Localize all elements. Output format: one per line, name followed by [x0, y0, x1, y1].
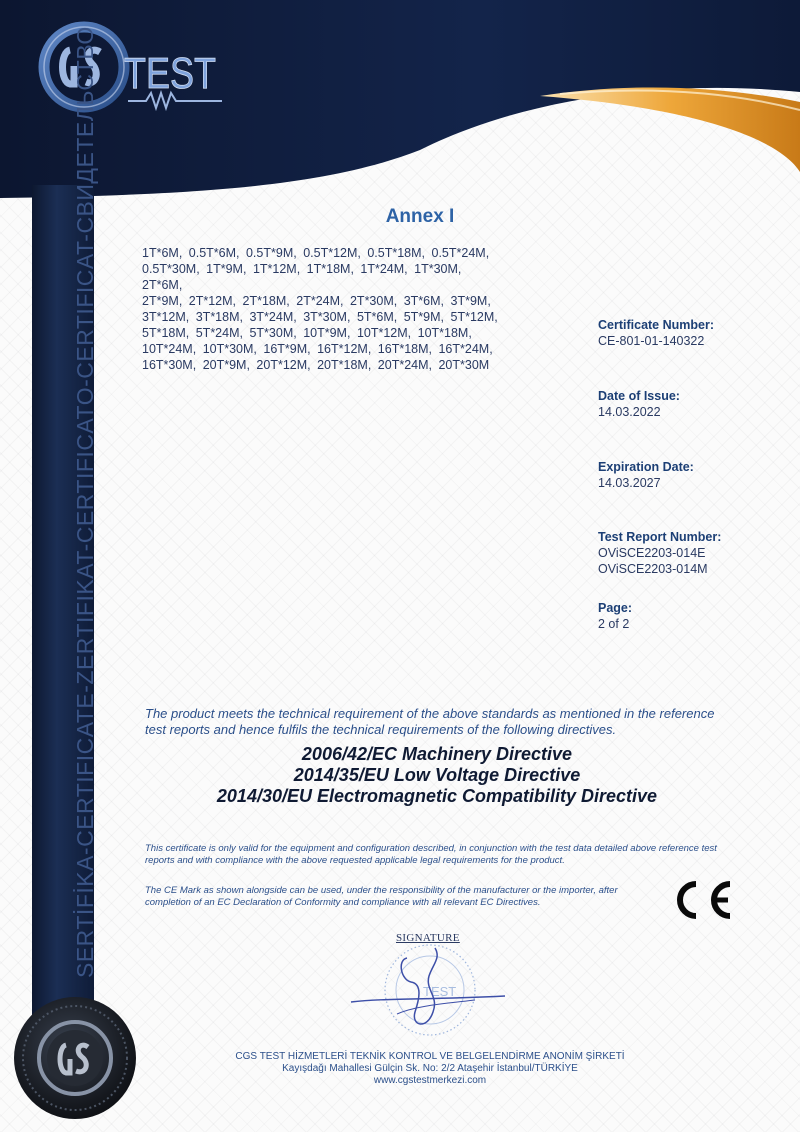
model-item: 3T*18M,	[195, 310, 243, 324]
directive-item: 2014/35/EU Low Voltage Directive	[293, 765, 581, 785]
model-item: 0.5T*18M,	[367, 246, 426, 260]
model-item: 5T*6M,	[356, 310, 398, 324]
model-item: 2T*18M,	[242, 294, 290, 308]
model-item: 10T*30M,	[202, 342, 257, 356]
model-item: 3T*12M,	[142, 310, 190, 324]
model-item: 3T*9M,	[450, 294, 491, 308]
expiration-date-block	[598, 459, 788, 491]
validity-note: This certificate is only valid for the equipment and configuration described, in conjunction with the test data detailed above reference test reports and with compliance with the above requested applicable legal requirements for the product.	[145, 843, 717, 866]
model-item: 16T*12M,	[317, 342, 372, 356]
model-item: 3T*24M,	[249, 310, 297, 324]
side-certificate-text: SERTİFİKA-CERTIFICATE-ZERTIFIKAT-CERTIFICATO-CERTIFICAT-СВИДЕТЕЛЬСТВО	[72, 26, 98, 978]
test-report-value-2: OViSCE2203-014M	[598, 562, 708, 576]
ce-mark-icon	[672, 879, 736, 921]
model-item: 20T*12M,	[256, 358, 311, 372]
model-item: 16T*30M,	[142, 358, 197, 372]
model-item: 10T*9M,	[303, 326, 351, 340]
issue-date-value: 14.03.2022	[598, 405, 661, 419]
model-item: 5T*9M,	[403, 310, 445, 324]
model-item: 3T*6M,	[403, 294, 445, 308]
model-item: 1T*24M,	[360, 262, 408, 276]
page-value: 2 of 2	[598, 617, 630, 631]
model-item: 0.5T*12M,	[303, 246, 361, 260]
compliance-statement: The product meets the technical requirement of the above standards as mentioned in the reference test reports and hence fulfils the technical requirements of the following directives.	[145, 706, 715, 737]
model-item: 16T*9M,	[263, 342, 311, 356]
model-item: 10T*24M,	[142, 342, 197, 356]
directive-item: 2014/30/EU Electromagnetic Compatibility Directive	[216, 786, 658, 806]
model-item: 20T*30M	[438, 358, 490, 372]
model-item: 3T*30M,	[303, 310, 351, 324]
directive-item: 2006/42/EC Machinery Directive	[301, 744, 573, 764]
model-list	[142, 245, 504, 373]
model-item: 0.5T*30M,	[142, 262, 200, 276]
test-report-block	[598, 529, 788, 577]
page-label: Page:	[598, 601, 633, 615]
model-item: 1T*18M,	[306, 262, 354, 276]
model-item: 1T*9M,	[206, 262, 247, 276]
footer-company: CGS TEST HİZMETLERİ TEKNİK KONTROL VE BELGELENDİRME ANONİM ŞİRKETİ	[235, 1051, 625, 1062]
certificate-number-value: CE-801-01-140322	[598, 334, 705, 348]
model-item: 2T*6M,	[142, 278, 183, 292]
certificate-number-block	[598, 317, 788, 349]
model-item: 10T*18M,	[417, 326, 472, 340]
directive-list	[142, 744, 732, 807]
expiration-date-label: Expiration Date:	[598, 460, 694, 474]
footer	[220, 1051, 640, 1087]
model-item: 0.5T*24M,	[431, 246, 490, 260]
model-item: 5T*12M,	[450, 310, 498, 324]
model-item: 20T*18M,	[317, 358, 372, 372]
issue-date-block	[598, 388, 788, 420]
model-item: 16T*18M,	[377, 342, 432, 356]
model-item: 2T*24M,	[296, 294, 344, 308]
model-item: 0.5T*6M,	[188, 246, 240, 260]
test-report-label: Test Report Number:	[598, 530, 722, 544]
issue-date-label: Date of Issue:	[598, 389, 680, 403]
model-item: 2T*30M,	[349, 294, 398, 308]
header-band	[0, 0, 800, 200]
test-report-value-1: OViSCE2203-014E	[598, 546, 706, 560]
model-item: 5T*18M,	[142, 326, 190, 340]
model-item: 2T*9M,	[142, 294, 183, 308]
model-item: 20T*9M,	[202, 358, 250, 372]
svg-text:TEST: TEST	[124, 49, 216, 98]
stamp-text: TEST	[423, 984, 457, 999]
model-item: 16T*24M,	[438, 342, 493, 356]
model-item: 1T*6M,	[142, 246, 183, 260]
footer-address: Kayışdağı Mahallesi Gülçin Sk. No: 2/2 Ataşehir İstanbul/TÜRKİYE	[282, 1063, 578, 1074]
footer-website[interactable]: www.cgstestmerkezi.com	[373, 1075, 487, 1086]
model-item: 5T*30M,	[249, 326, 297, 340]
certificate-number-label: Certificate Number:	[598, 318, 714, 332]
model-item: 1T*12M,	[252, 262, 301, 276]
model-item: 10T*12M,	[356, 326, 412, 340]
cgs-seal	[12, 995, 138, 1121]
annex-title: Annex I	[385, 206, 455, 227]
model-item: 5T*24M,	[195, 326, 243, 340]
model-item: 2T*12M,	[188, 294, 237, 308]
model-item: 0.5T*9M,	[245, 246, 297, 260]
model-item: 1T*30M,	[414, 262, 462, 276]
signature-stamp	[345, 940, 515, 1050]
signature-label: SIGNATURE	[396, 932, 460, 944]
ce-note: The CE Mark as shown alongside can be used, under the responsibility of the manufacturer or the importer, after completion of an EC Declaration of Conformity and compliance with all relevant EC Directives.	[145, 885, 618, 908]
model-item: 20T*24M,	[377, 358, 432, 372]
page-block	[598, 600, 788, 632]
expiration-date-value: 14.03.2027	[598, 476, 661, 490]
